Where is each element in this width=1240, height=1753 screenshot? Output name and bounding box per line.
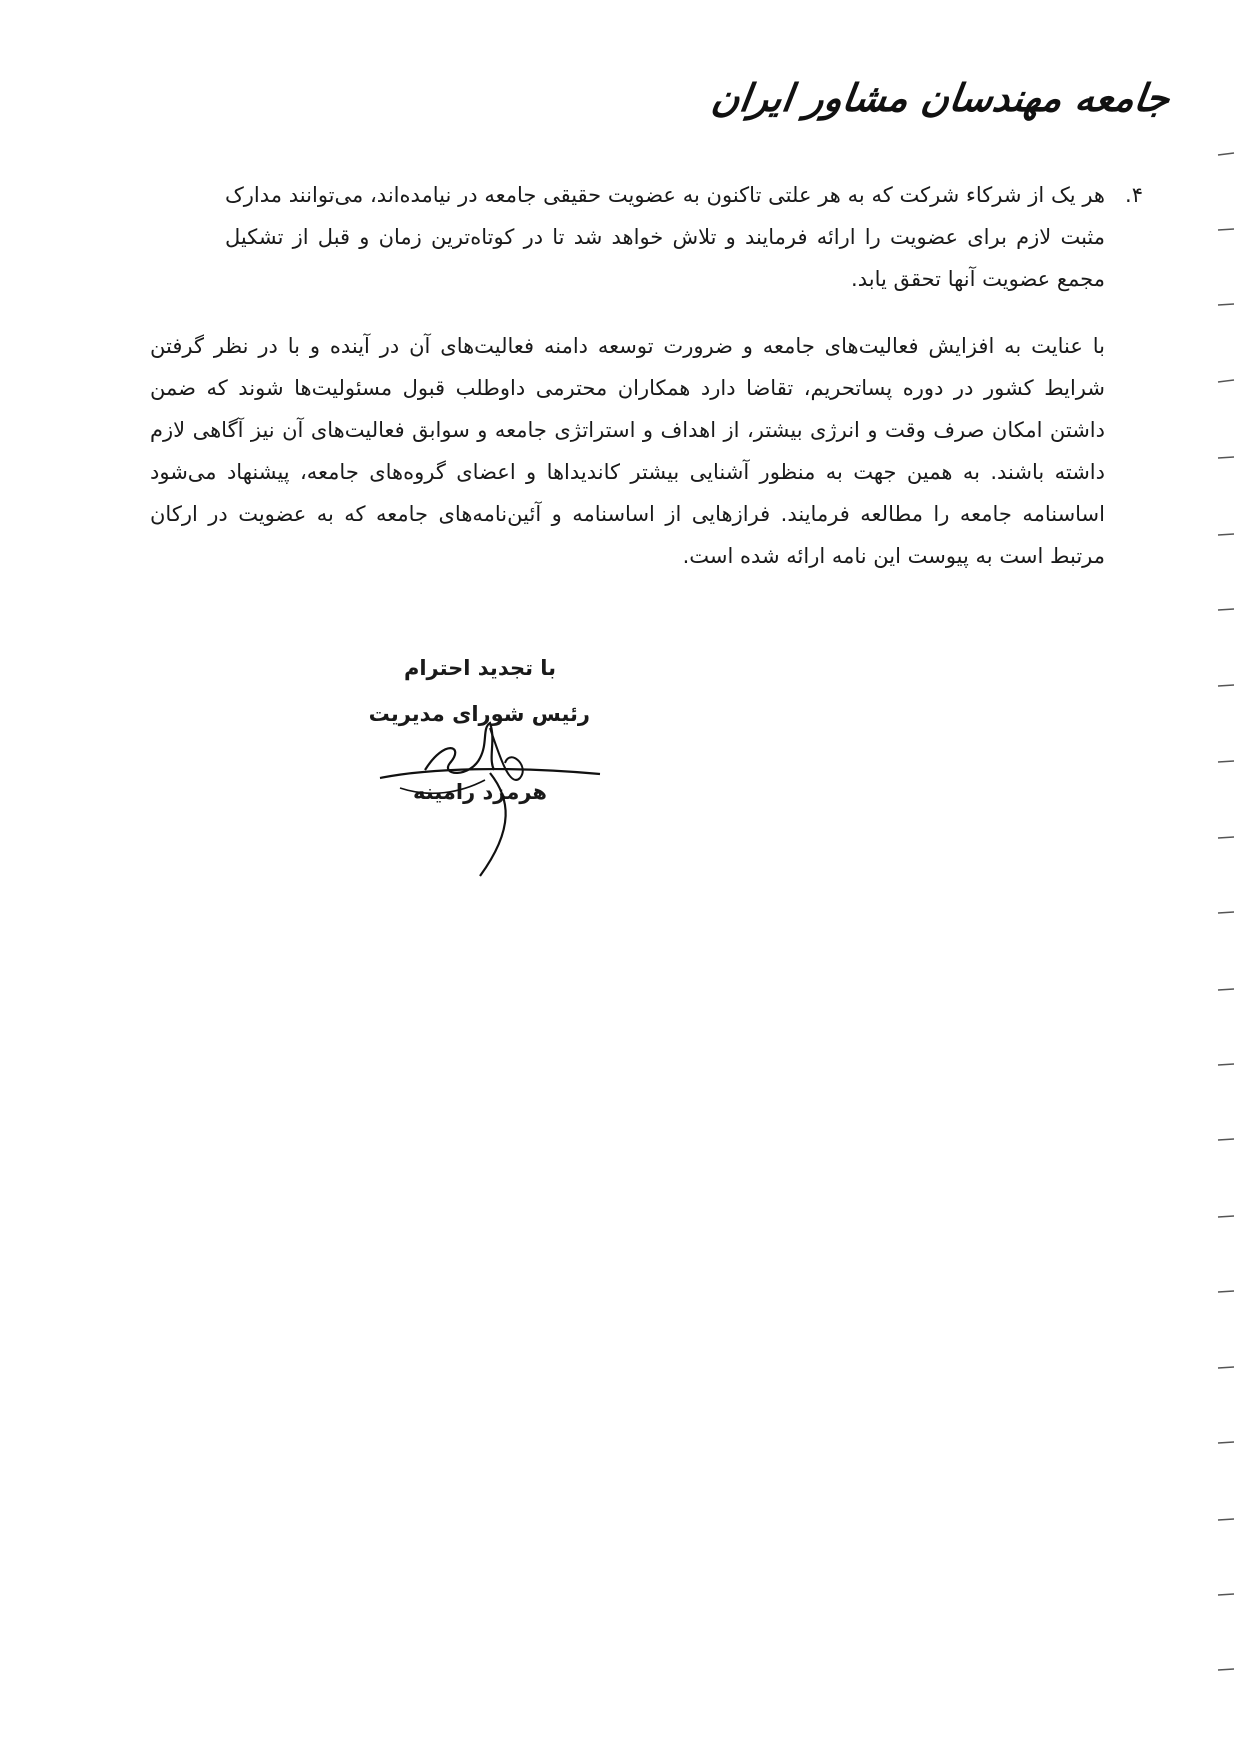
list-item-text: هر یک از شرکاء شرکت که به هر علتی تاکنون به عضویت حقیقی جامعه در نیامده‌اند، می‌توانند مدارک مثبت لازم برای عضویت را ارائه فرمایند و تلاش خواهد شد تا در کوتاه‌ترین زمان و قبل از تشکیل مجمع عضویت آنها تحقق یابد. [225, 183, 1105, 291]
scan-margin-marks [1210, 0, 1240, 1753]
closing-block [370, 645, 590, 815]
list-item-4 [225, 174, 1143, 300]
letterhead-logo [709, 62, 1174, 132]
body-paragraph: با عنایت به افزایش فعالیت‌های جامعه و ضرورت توسعه دامنه فعالیت‌های آن در آینده و با در نظر گرفتن شرایط کشور در دوره پساتحریم، تقاضا دارد همکاران محترمی داوطلب قبول مسئولیت‌ها شوند که ضمن داشتن امکان صرف وقت و انرژی بیشتر، از اهداف و استراتژی جامعه و سوابق فعالیت‌های آن نیز آگاهی لازم داشته باشند. به همین جهت به منظور آشنایی بیشتر کاندیداها و اعضای گروه‌های جامعه، پیشنهاد می‌شود اساسنامه جامعه را مطالعه فرمایند. فرازهایی از اساسنامه و آئین‌نامه‌های جامعه که به عضویت در ارکان مرتبط است به پیوست این نامه ارائه شده است. [150, 334, 1105, 568]
list-item-number: ۴. [1125, 183, 1143, 207]
signatory-title: رئیس شورای مدیریت [368, 702, 590, 726]
logo-text: جامعه مهندسان مشاور ایران [709, 74, 1174, 120]
signatory-name: هرمزد رامینه [413, 780, 547, 804]
closing-regards: با تجدید احترام [403, 656, 557, 680]
